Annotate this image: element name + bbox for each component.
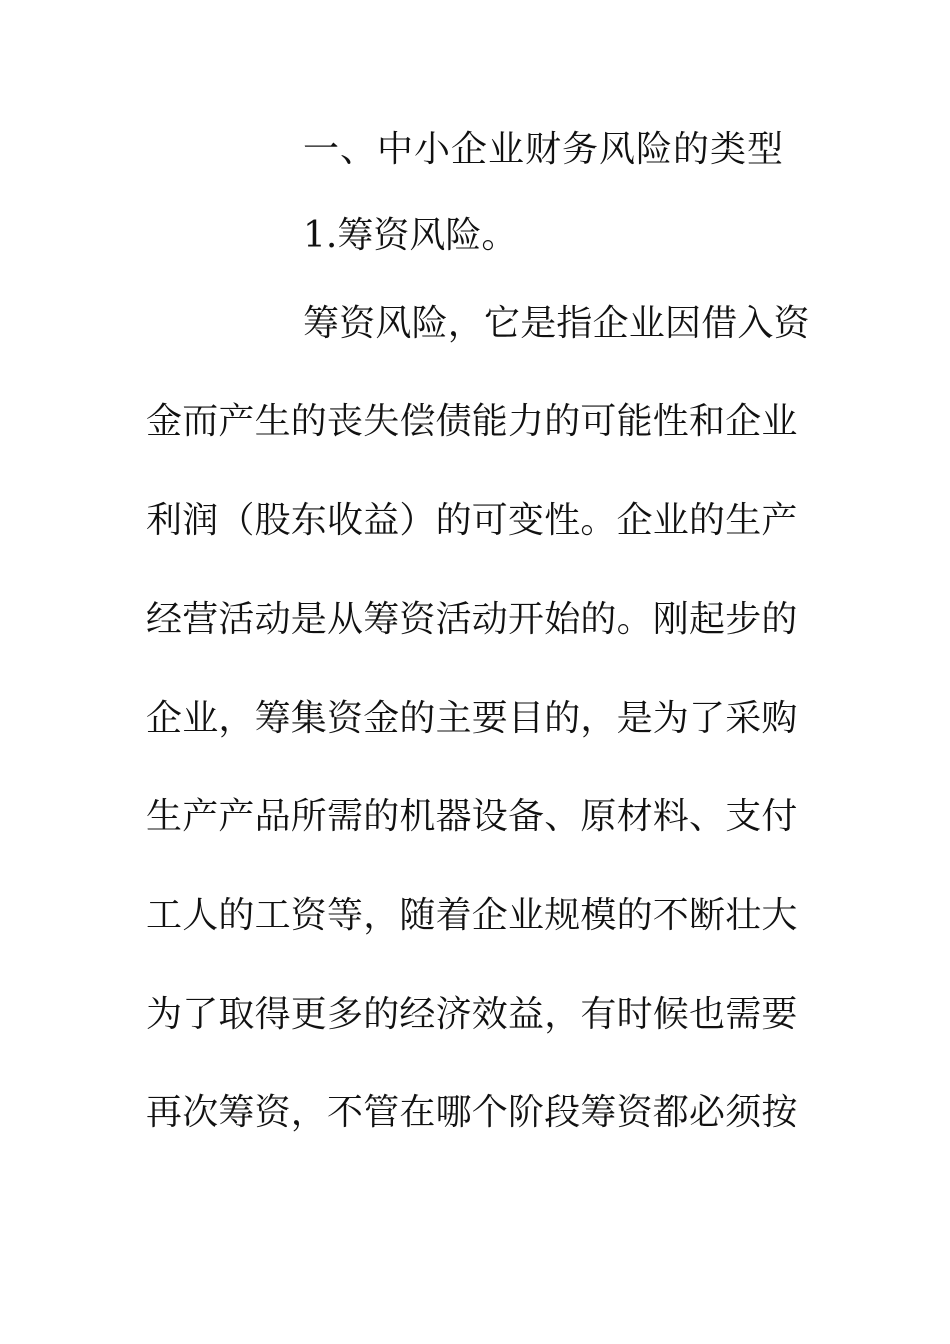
section-heading: 一、中小企业财务风险的类型 — [303, 129, 785, 170]
paragraph-line: 金而产生的丧失偿债能力的可能性和企业 — [146, 401, 798, 442]
paragraph-line: 为了取得更多的经济效益，有时候也需要 — [146, 994, 798, 1035]
paragraph-line: 企业，筹集资金的主要目的，是为了采购 — [146, 698, 798, 739]
paragraph-line: 筹资风险，它是指企业因借入资 — [303, 303, 810, 344]
paragraph-line: 再次筹资，不管在哪个阶段筹资都必须按 — [146, 1092, 798, 1133]
subsection-heading: 1.筹资风险。 — [303, 215, 518, 256]
paragraph-line: 工人的工资等，随着企业规模的不断壮大 — [146, 895, 798, 936]
paragraph-line: 生产产品所需的机器设备、原材料、支付 — [146, 796, 798, 837]
paragraph-line: 利润（股东收益）的可变性。企业的生产 — [146, 500, 798, 541]
paragraph-line: 经营活动是从筹资活动开始的。刚起步的 — [146, 599, 798, 640]
